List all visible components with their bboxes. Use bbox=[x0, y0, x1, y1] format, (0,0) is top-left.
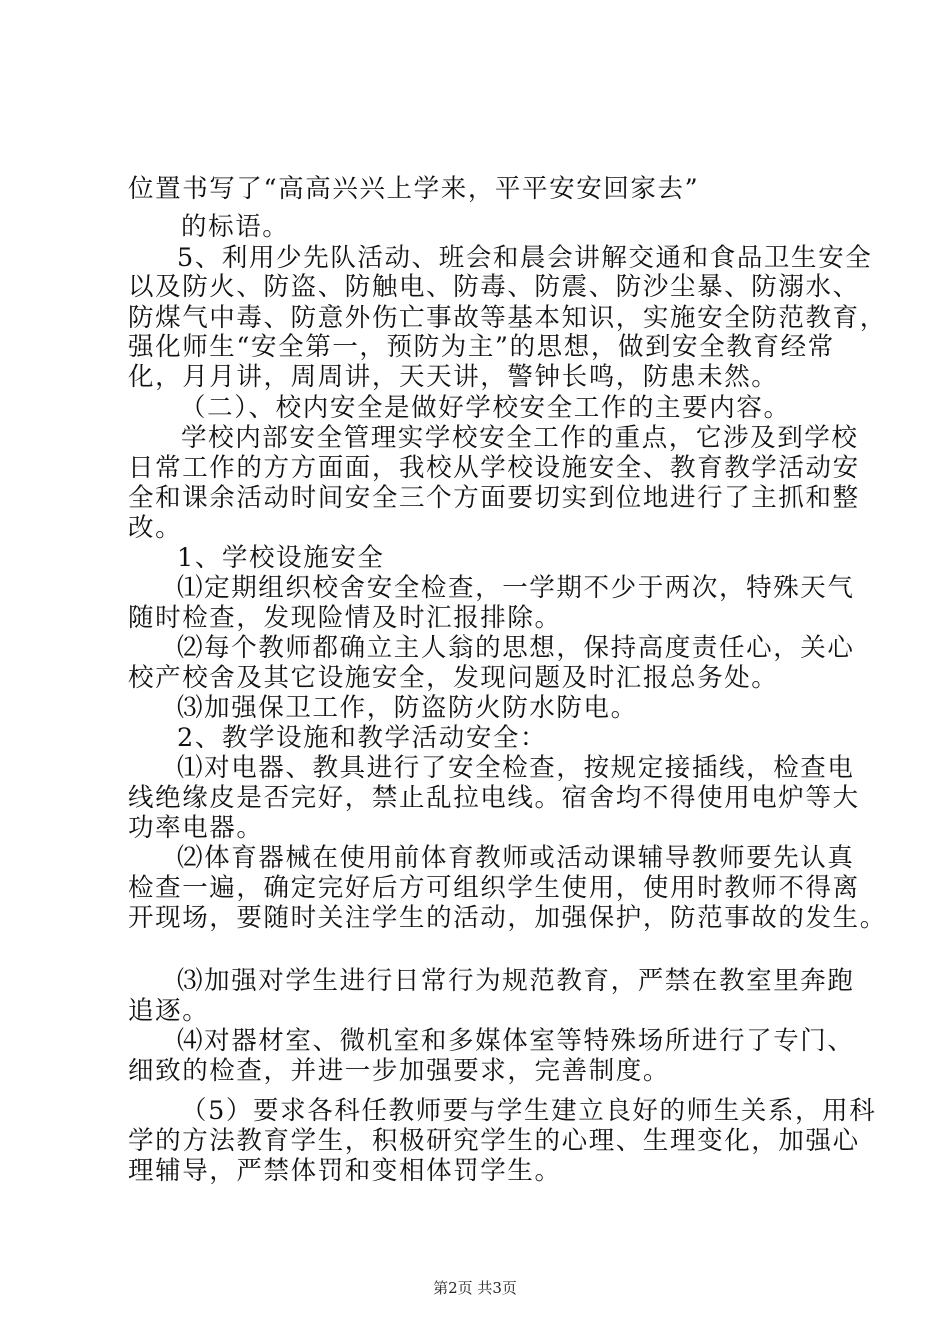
body-line: 全和课余活动时间安全三个方面要切实到位地进行了主抓和整 bbox=[128, 483, 860, 513]
body-line: 位置书写了“高高兴兴上学来，平平安安回家去” bbox=[128, 174, 700, 204]
body-line: （5）要求各科任教师要与学生建立良好的师生关系，用科 bbox=[181, 1096, 877, 1126]
body-line: 化，月月讲，周周讲，天天讲，警钟长鸣，防患未然。 bbox=[128, 362, 779, 392]
body-line: 学校内部安全管理实学校安全工作的重点，它涉及到学校 bbox=[181, 423, 859, 453]
body-line: 学的方法教育学生，积极研究学生的心理、生理变化，加强心 bbox=[128, 1126, 860, 1156]
body-line: 5、利用少先队活动、班会和晨会讲解交通和食品卫生安全 bbox=[177, 243, 873, 273]
body-line: ⑵体育器械在使用前体育教师或活动课辅导教师要先认真 bbox=[177, 843, 855, 873]
body-line: 以及防火、防盗、防触电、防毒、防震、防沙尘暴、防溺水、 bbox=[128, 272, 860, 302]
body-line: ⑴定期组织校舍安全检查，一学期不少于两次，特殊天气 bbox=[177, 573, 855, 603]
body-line: ⑶加强保卫工作，防盗防火防水防电。 bbox=[177, 693, 638, 723]
body-line: 追逐。 bbox=[128, 996, 210, 1026]
body-line: ⑷对器材室、微机室和多媒体室等特殊场所进行了专门、 bbox=[177, 1026, 855, 1056]
body-line: 防煤气中毒、防意外伤亡事故等基本知识，实施安全防范教育， bbox=[128, 303, 887, 333]
body-line: ⑶加强对学生进行日常行为规范教育，严禁在教室里奔跑 bbox=[177, 966, 855, 996]
section-heading: （二）、校内安全是做好学校安全工作的主要内容。 bbox=[180, 393, 791, 423]
body-line: 理辅导，严禁体罚和变相体罚学生。 bbox=[128, 1156, 562, 1186]
body-line: 强化师生“安全第一，预防为主”的思想，做到安全教育经常 bbox=[128, 332, 835, 362]
body-line: 检查一遍，确定完好后方可组织学生使用，使用时教师不得离 bbox=[128, 873, 860, 903]
subsection-heading: 2、教学设施和教学活动安全： bbox=[177, 723, 548, 753]
body-line: 校产校舍及其它设施安全，发现问题及时汇报总务处。 bbox=[128, 663, 779, 693]
body-line: 改。 bbox=[128, 513, 183, 543]
subsection-heading: 1、学校设施安全 bbox=[177, 543, 385, 573]
body-line: 日常工作的方方面面，我校从学校设施安全、教育教学活动安 bbox=[128, 453, 860, 483]
body-line: ⑴对电器、教具进行了安全检查，按规定接插线，检查电 bbox=[177, 753, 855, 783]
page-footer: 第2页 共3页 bbox=[433, 1279, 517, 1297]
body-line: 随时检查，发现险情及时汇报排除。 bbox=[128, 603, 562, 633]
body-line: ⑵每个教师都确立主人翁的思想，保持高度责任心，关心 bbox=[177, 633, 855, 663]
body-line: 的标语。 bbox=[181, 212, 290, 242]
body-line: 功率电器。 bbox=[128, 813, 264, 843]
body-line: 开现场，要随时关注学生的活动，加强保护，防范事故的发生。 bbox=[128, 903, 887, 933]
body-line: 线绝缘皮是否完好，禁止乱拉电线。宿舍均不得使用电炉等大 bbox=[128, 783, 860, 813]
body-line: 细致的检查，并进一步加强要求，完善制度。 bbox=[128, 1056, 671, 1086]
